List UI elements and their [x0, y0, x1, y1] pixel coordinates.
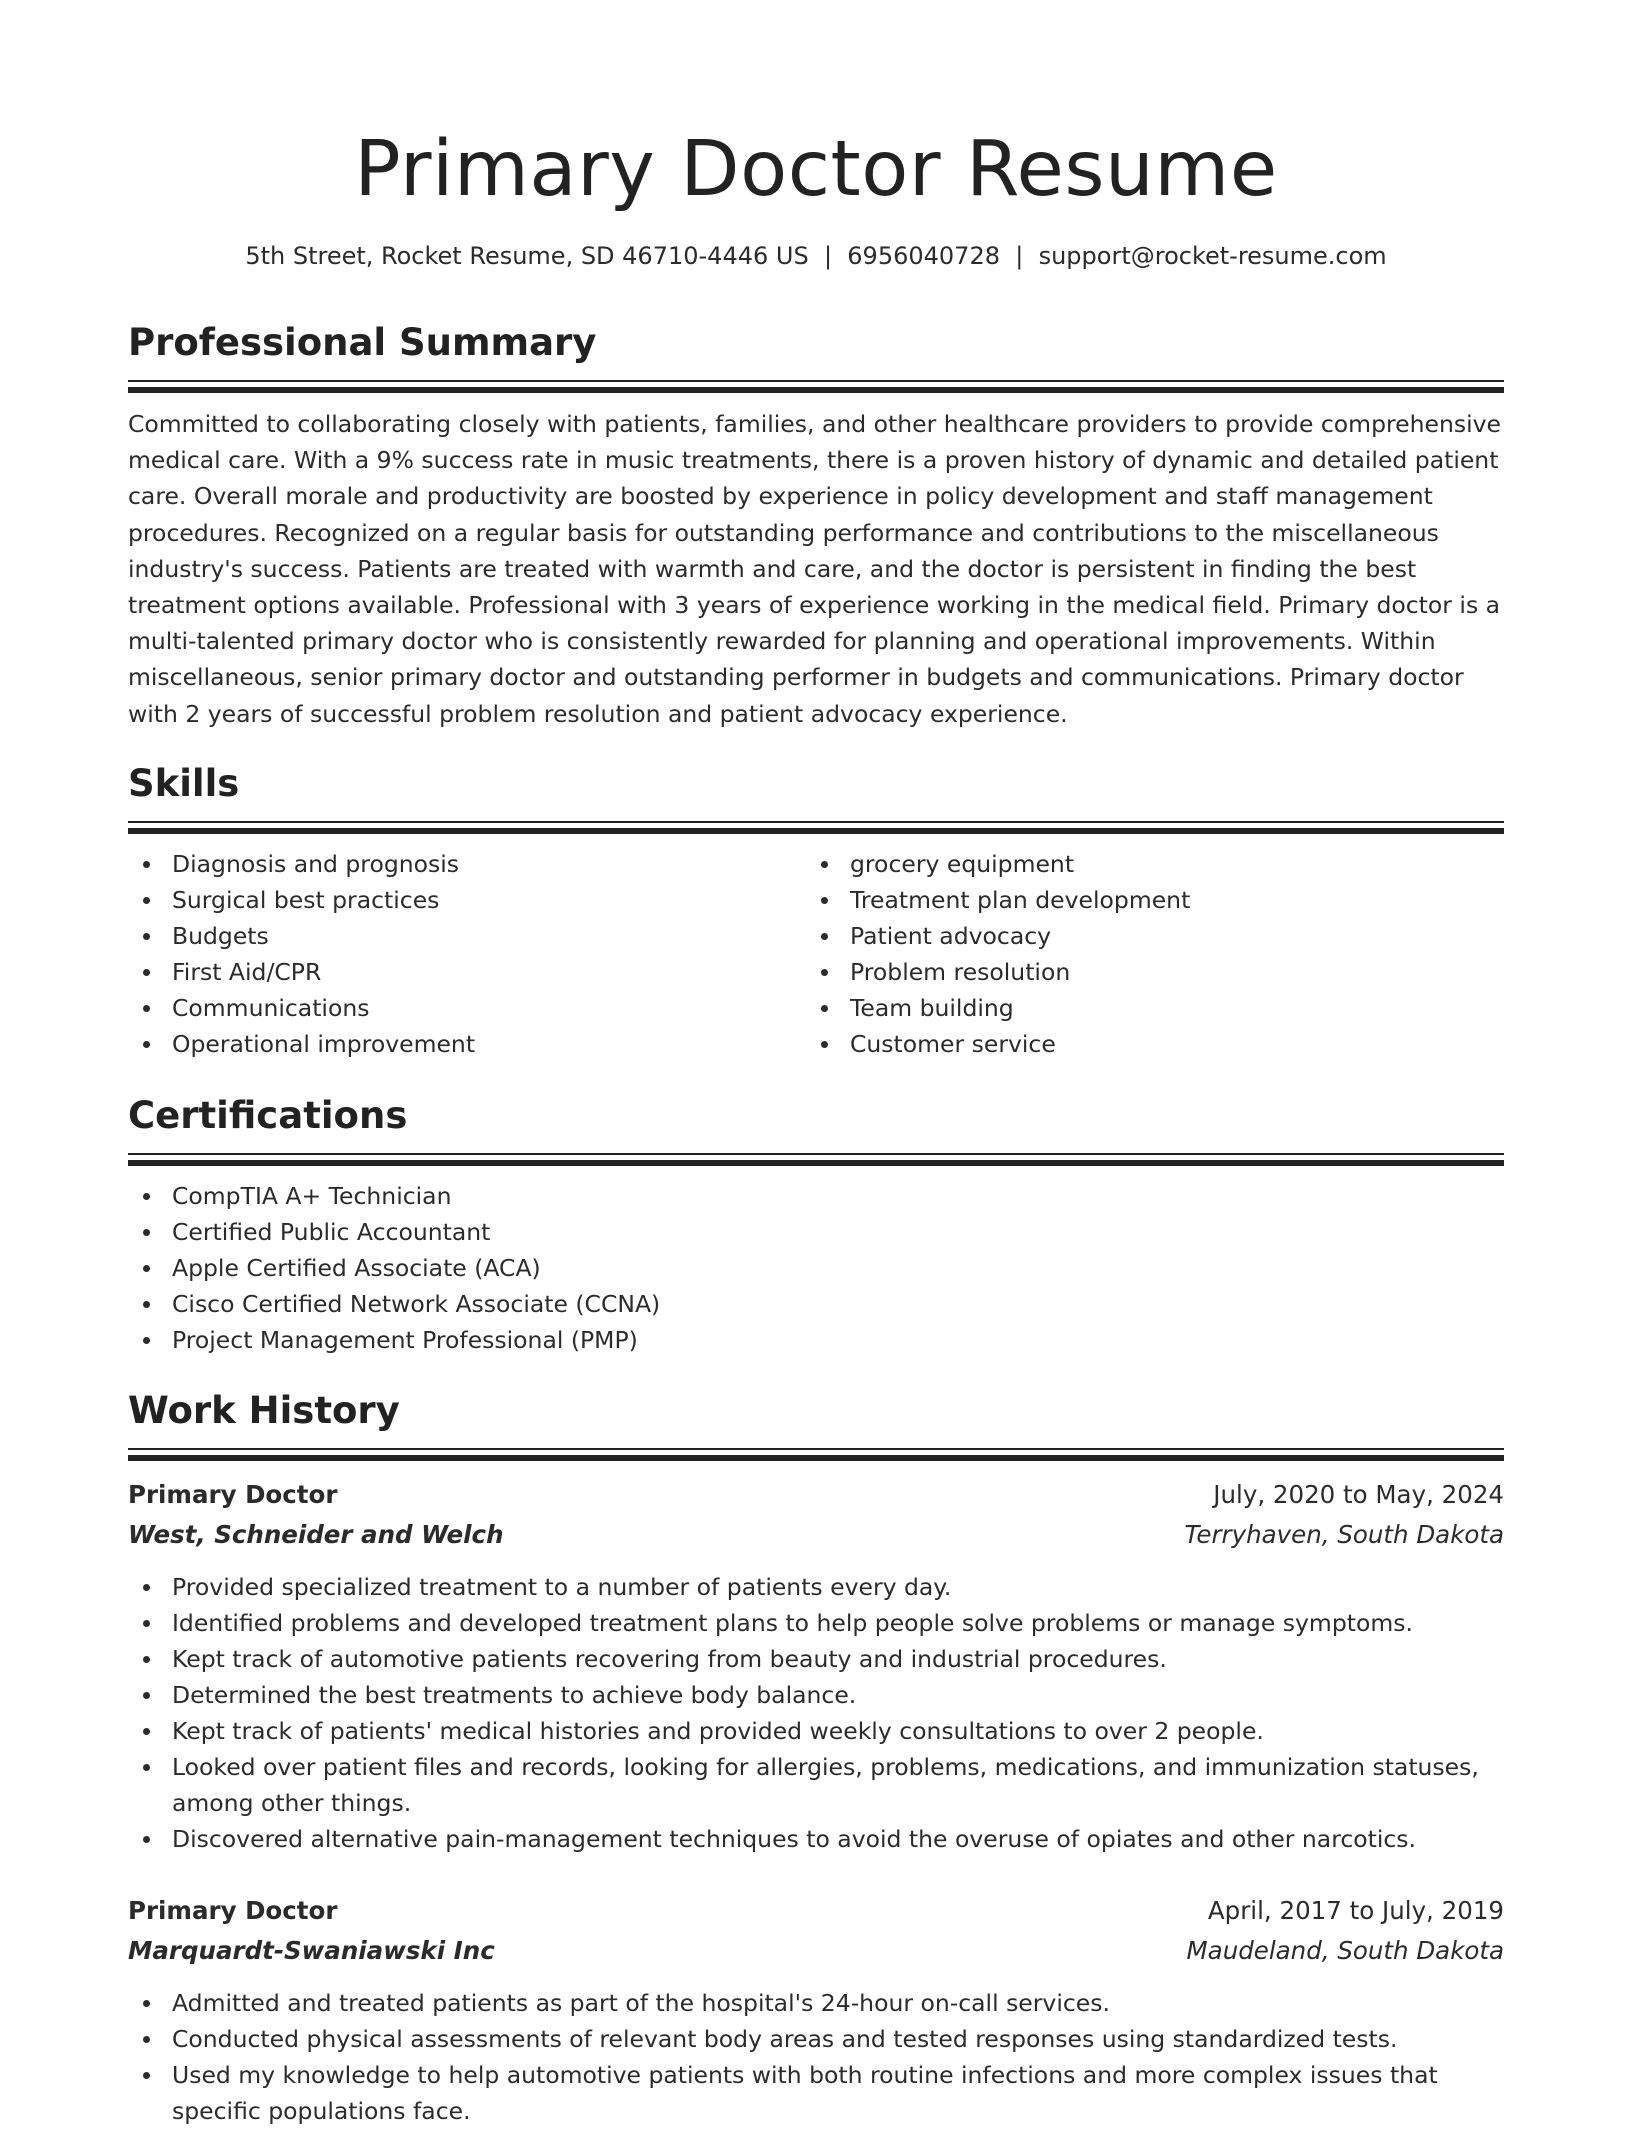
skill-item: Problem resolution — [806, 954, 1486, 990]
job-company-row — [128, 1931, 1504, 1971]
summary-heading: Professional Summary — [128, 321, 597, 364]
certifications-heading: Certifications — [128, 1094, 408, 1137]
job-bullet: Used my knowledge to help automotive patients with both routine infections and more complex issues that specific populations face. — [128, 2057, 1504, 2129]
section-divider-thick — [128, 1455, 1504, 1461]
job-title: Primary Doctor — [128, 1896, 338, 1925]
certification-item: Apple Certified Associate (ACA) — [128, 1250, 1504, 1286]
job-company: West, Schneider and Welch — [128, 1520, 504, 1549]
section-divider — [128, 1153, 1504, 1155]
job-bullet: Discovered alternative pain-management techniques to avoid the overuse of opiates and other narcotics. — [128, 1821, 1504, 1857]
work-history-heading: Work History — [128, 1389, 400, 1432]
summary-text: Committed to collaborating closely with patients, families, and other healthcare providers to provide comprehensive medical care. With a 9% success rate in music treatments, there is a proven history of dynamic and detailed patient care. Overall morale and productivity are boosted by experience in policy development and staff management procedures. Recognized on a regular basis for outstanding performance and contributions to the miscellaneous industry's success. Patients are treated with warmth and care, and the doctor is persistent in finding the best treatment options available. Professional with 3 years of experience working in the medical field. Primary doctor is a multi-talented primary doctor who is consistently rewarded for planning and operational improvements. Within miscellaneous, senior primary doctor and outstanding performer in budgets and communications. Primary doctor with 2 years of successful problem resolution and patient advocacy experience. — [128, 410, 1501, 728]
skill-item: Diagnosis and prognosis — [128, 846, 788, 882]
job-title: Primary Doctor — [128, 1480, 338, 1509]
section-divider — [128, 1448, 1504, 1450]
certification-item: Certified Public Accountant — [128, 1214, 1504, 1250]
skill-item: First Aid/CPR — [128, 954, 788, 990]
job-bullet: Kept track of automotive patients recovering from beauty and industrial procedures. — [128, 1641, 1504, 1677]
job-bullet: Admitted and treated patients as part of the hospital's 24-hour on-call services. — [128, 1985, 1504, 2021]
resume-title: Primary Doctor Resume — [354, 125, 1278, 214]
certification-item: Project Management Professional (PMP) — [128, 1322, 1504, 1358]
section-divider-thick — [128, 387, 1504, 393]
skills-heading: Skills — [128, 762, 240, 805]
skills-section-header — [128, 759, 1504, 834]
skill-item: Operational improvement — [128, 1026, 788, 1062]
job-bullet: Identified problems and developed treatment plans to help people solve problems or manage symptoms. — [128, 1605, 1504, 1641]
certification-item: Cisco Certified Network Associate (CCNA) — [128, 1286, 1504, 1322]
certification-item: CompTIA A+ Technician — [128, 1178, 1504, 1214]
job-bullets — [128, 1985, 1504, 2129]
skill-item: Customer service — [806, 1026, 1486, 1062]
certifications-section-header — [128, 1091, 1504, 1166]
work-history-section-header — [128, 1386, 1504, 1461]
certifications-list — [128, 1178, 1504, 1358]
section-divider — [128, 380, 1504, 382]
section-divider — [128, 821, 1504, 823]
skill-item: Budgets — [128, 918, 788, 954]
skill-item: Surgical best practices — [128, 882, 788, 918]
job-header-row — [128, 1891, 1504, 1931]
job-dates: April, 2017 to July, 2019 — [1207, 1896, 1504, 1925]
job-bullet: Conducted physical assessments of relevant body areas and tested responses using standardized tests. — [128, 2021, 1504, 2057]
job-location: Maudeland, South Dakota — [1186, 1936, 1504, 1965]
skills-list-right — [806, 846, 1486, 1062]
job-bullet: Looked over patient files and records, looking for allergies, problems, medications, and immunization statuses, among other things. — [128, 1749, 1504, 1821]
job-location: Terryhaven, South Dakota — [1184, 1520, 1504, 1549]
job-bullet: Provided specialized treatment to a number of patients every day. — [128, 1569, 1504, 1605]
job-company: Marquardt-Swaniawski Inc — [128, 1936, 495, 1965]
skill-item: Team building — [806, 990, 1486, 1026]
job-company-row — [128, 1515, 1504, 1555]
job-dates: July, 2020 to May, 2024 — [1213, 1480, 1504, 1509]
skill-item: grocery equipment — [806, 846, 1486, 882]
skill-item: Communications — [128, 990, 788, 1026]
skill-item: Treatment plan development — [806, 882, 1486, 918]
job-header-row — [128, 1475, 1504, 1515]
section-divider-thick — [128, 1160, 1504, 1166]
summary-section-header — [128, 318, 1504, 393]
contact-line: 5th Street, Rocket Resume, SD 46710-4446 US | 6956040728 | support@rocket-resume.com — [245, 242, 1387, 270]
skill-item: Patient advocacy — [806, 918, 1486, 954]
job-bullet: Determined the best treatments to achieve body balance. — [128, 1677, 1504, 1713]
skills-list-left — [128, 846, 788, 1062]
section-divider-thick — [128, 828, 1504, 834]
job-bullets — [128, 1569, 1504, 1857]
job-bullet: Kept track of patients' medical histories and provided weekly consultations to over 2 people. — [128, 1713, 1504, 1749]
